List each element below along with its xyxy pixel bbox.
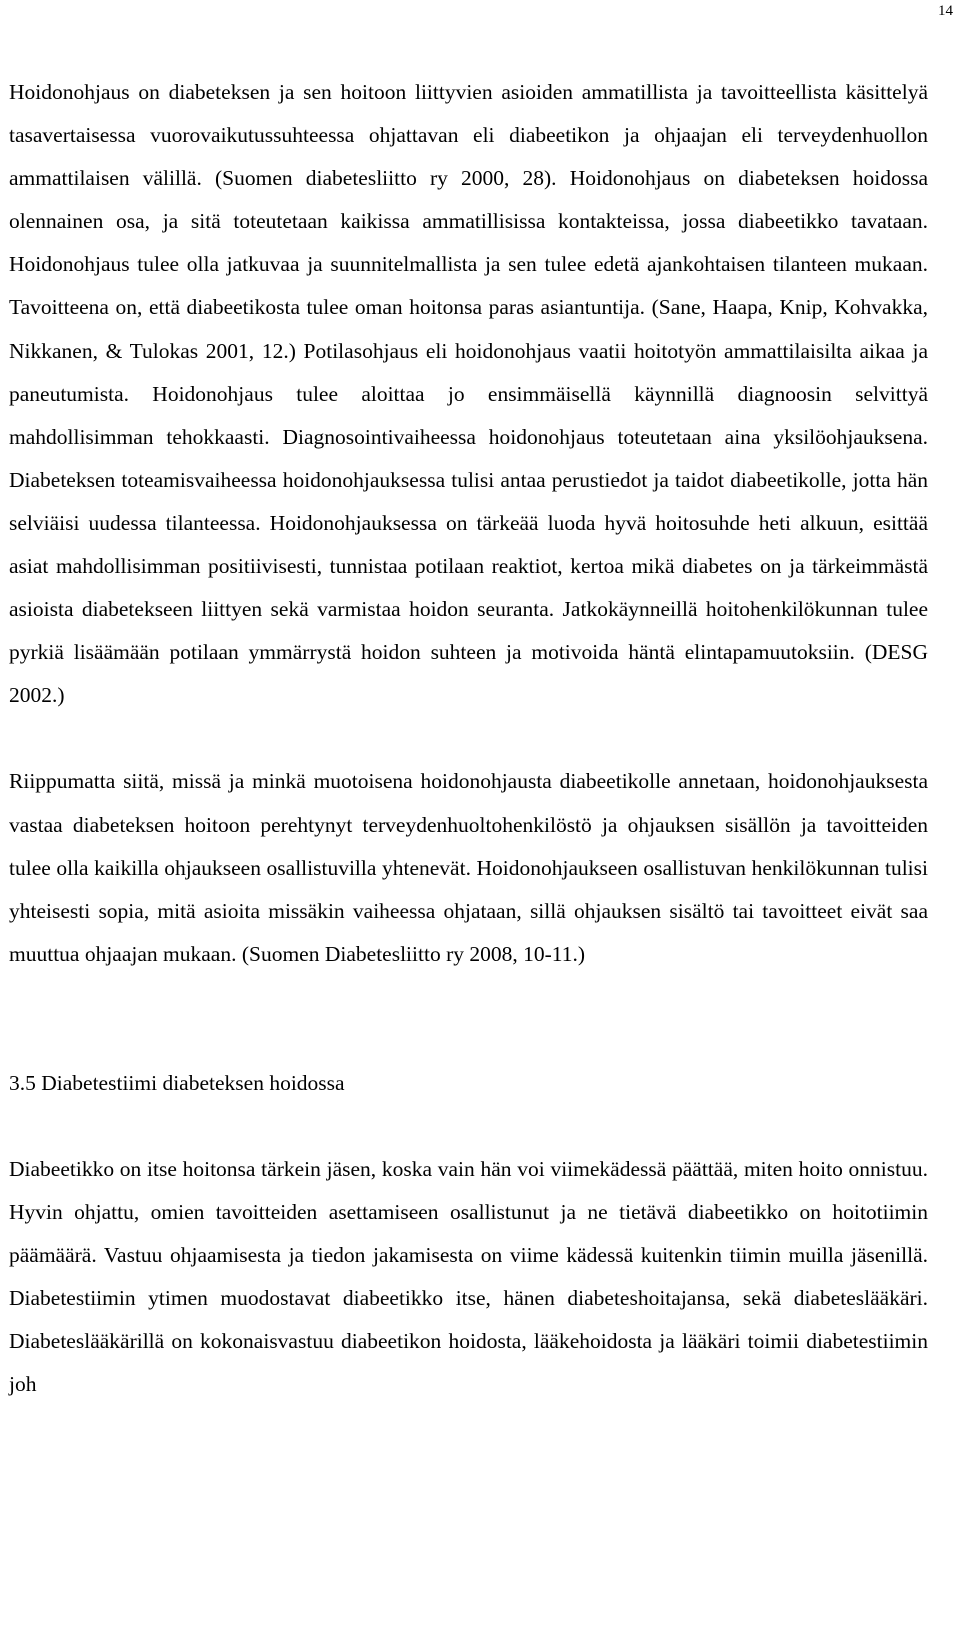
body-paragraph-2: Riippumatta siitä, missä ja minkä muotoisena hoidonohjausta diabeetikolle annetaan, hoidonohjauksesta vastaa diabeteksen hoitoon perehtynyt terveydenhuoltohenkilöstö ja ohjauksen sisällön ja tavoitteiden tulee olla kaikilla ohjaukseen osallistuvilla yhtenevät. Hoidonohjaukseen osallistuvan henkilökunnan tulisi yhteisesti sopia, mitä asioita missäkin vaiheessa ohjataan, sillä ohjauksen sisältö tai tavoitteet eivät saa muuttua ohjaajan mukaan. (Suomen Diabetesliitto ry 2008, 10-11.) <box>9 769 928 966</box>
section-heading: 3.5 Diabetestiimi diabeteksen hoidossa <box>9 1070 345 1095</box>
section-paragraph: Diabeetikko on itse hoitonsa tärkein jäsen, koska vain hän voi viimekädessä päättää, miten hoito onnistuu. Hyvin ohjattu, omien tavoitteiden asettamiseen osallistunut ja ne tietävä diabeetikko on hoitotiimin päämäärä. Vastuu ohjaamisesta ja tiedon jakamisesta on viime kädessä kuitenkin tiimin muilla jäsenillä. Diabetestiimin ytimen muodostavat diabeetikko itse, hänen diabeteshoitajansa, sekä diabeteslääkäri. Diabeteslääkärillä on kokonaisvastuu diabeetikon hoidosta, lääkehoidosta ja lääkäri toimii diabetestiimin joh <box>9 1156 928 1397</box>
document-body <box>9 71 928 1407</box>
page-number: 14 <box>938 3 953 19</box>
body-paragraph-1: Hoidonohjaus on diabeteksen ja sen hoitoon liittyvien asioiden ammatillista ja tavoitteellista käsittelyä tasavertaisessa vuorovaikutussuhteessa ohjattavan eli diabeetikon ja ohjaajan eli terveydenhuollon ammattilaisen välillä. (Suomen diabetesliitto ry 2000, 28). Hoidonohjaus on diabeteksen hoidossa olennainen osa, ja sitä toteutetaan kaikissa ammatillisissa kontakteissa, jossa diabeetikko tavataan. Hoidonohjaus tulee olla jatkuvaa ja suunnitelmallista ja sen tulee edetä ajankohtaisen tilanteen mukaan. Tavoitteena on, että diabeetikosta tulee oman hoitonsa paras asiantuntija. (Sane, Haapa, Knip, Kohvakka, Nikkanen, & Tulokas 2001, 12.) Potilasohjaus eli hoidonohjaus vaatii hoitotyön ammattilaisilta aikaa ja paneutumista. Hoidonohjaus tulee aloittaa jo ensimmäisellä käynnillä diagnoosin selvittyä mahdollisimman tehokkaasti. Diagnosointivaiheessa hoidonohjaus toteutetaan aina yksilöohjauksena. Diabeteksen toteamisvaiheessa hoidonohjauksessa tulisi antaa perustiedot ja taidot diabeetikolle, jotta hän selviäisi uudessa tilanteessa. Hoidonohjauksessa on tärkeää luoda hyvä hoitosuhde heti alkuun, esittää asiat mahdollisimman positiivisesti, tunnistaa potilaan reaktiot, kertoa mikä diabetes on ja tärkeimmästä asioista diabetekseen liittyen sekä varmistaa hoidon seuranta. Jatkokäynneillä hoitohenkilökunnan tulee pyrkiä lisäämään potilaan ymmärrystä hoidon suhteen ja motivoida häntä elintapamuutoksiin. (DESG 2002.) <box>9 80 928 708</box>
